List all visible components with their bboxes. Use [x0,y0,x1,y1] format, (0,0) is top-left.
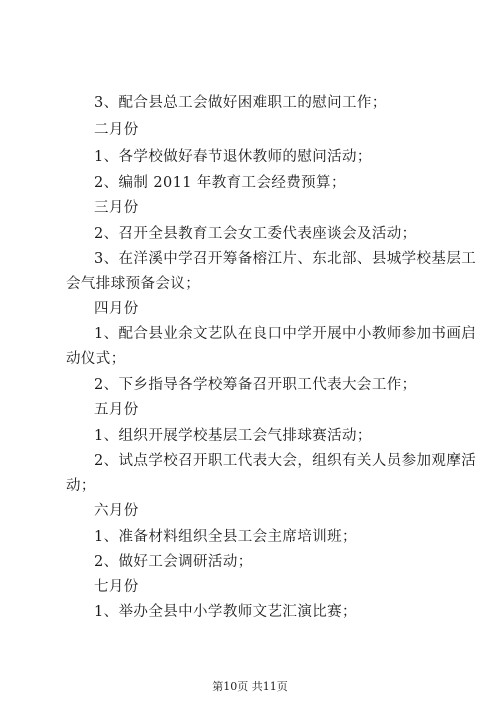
month-heading-may: 五月份 [94,402,139,418]
month-heading-mar: 三月份 [94,200,139,216]
item-jun-2: 2、做好工会调研活动； [94,554,253,570]
month-heading-feb: 二月份 [94,122,139,138]
item-feb-2: 2、编制 2011 年教育工会经费预算； [94,175,346,191]
item-feb-1: 1、各学校做好春节退休教师的慰问活动； [94,149,372,165]
item-apr-2: 2、下乡指导各学校筹备召开职工代表大会工作； [94,377,417,393]
item-jan-3: 3、配合县总工会做好困难职工的慰问工作； [94,95,387,111]
item-may-2-line2: 动； [66,478,96,494]
month-heading-jul: 七月份 [94,579,139,595]
item-apr-1-line2: 动仪式； [66,351,126,367]
page-number-footer: 第10页 共11页 [212,680,288,693]
item-mar-3-line1: 3、在洋溪中学召开筹备榕江片、东北部、县城学校基层工 [94,251,477,267]
item-mar-3-line2: 会气排球预备会议； [66,276,201,292]
item-jul-1: 1、举办全县中小学教师文艺汇演比赛； [94,604,357,620]
item-mar-2: 2、召开全县教育工会女工委代表座谈会及活动； [94,226,417,242]
item-may-1: 1、组织开展学校基层工会气排球赛活动； [94,428,372,444]
item-apr-1-line1: 1、配合县业余文艺队在良口中学开展中小教师参加书画启 [94,326,477,342]
item-jun-1: 1、准备材料组织全县工会主席培训班； [94,529,357,545]
month-heading-apr: 四月份 [94,301,139,317]
month-heading-jun: 六月份 [94,503,139,519]
item-may-2-line1: 2、试点学校召开职工代表大会，组织有关人员参加观摩活 [94,453,477,469]
